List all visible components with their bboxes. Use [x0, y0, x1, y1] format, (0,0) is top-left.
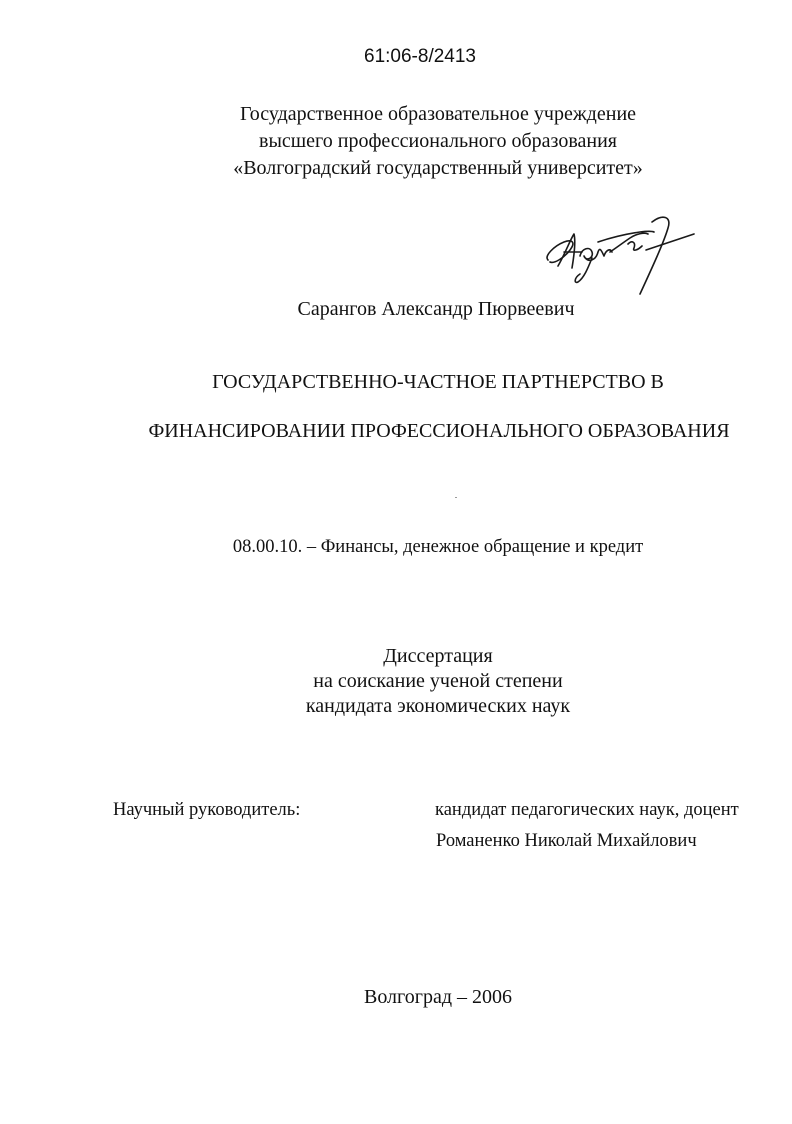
institution-header: [0, 101, 792, 182]
dissertation-line-2: на соискание ученой степени: [313, 670, 563, 692]
scan-speck: [455, 497, 457, 498]
advisor-label: Научный руководитель:: [113, 800, 301, 820]
advisor-name: Романенко Николай Михайлович: [436, 831, 697, 851]
dissertation-block: [0, 644, 792, 719]
advisor-degree: кандидат педагогических наук, доцент: [435, 800, 739, 820]
institution-line-2: высшего профессионального образования: [259, 130, 617, 152]
city-year: Волгоград – 2006: [363, 986, 513, 1008]
dissertation-line-3: кандидата экономических наук: [305, 695, 571, 717]
dissertation-line-1: Диссертация: [383, 645, 493, 667]
thesis-title-line-1: ГОСУДАРСТВЕННО-ЧАСТНОЕ ПАРТНЕРСТВО В: [212, 371, 664, 393]
specialty-code: 08.00.10. – Финансы, денежное обращение и кредит: [232, 537, 644, 557]
institution-line-1: Государственное образовательное учреждение: [239, 103, 637, 125]
registration-code: 61:06-8/2413: [364, 46, 476, 67]
institution-line-3: «Волгоградский государственный университет»: [233, 157, 643, 179]
thesis-title-line-2: ФИНАНСИРОВАНИИ ПРОФЕССИОНАЛЬНОГО ОБРАЗОВАНИЯ: [148, 420, 730, 442]
signature-image: [540, 212, 700, 296]
author-name: Сарангов Александр Пюрвеевич: [297, 298, 575, 320]
